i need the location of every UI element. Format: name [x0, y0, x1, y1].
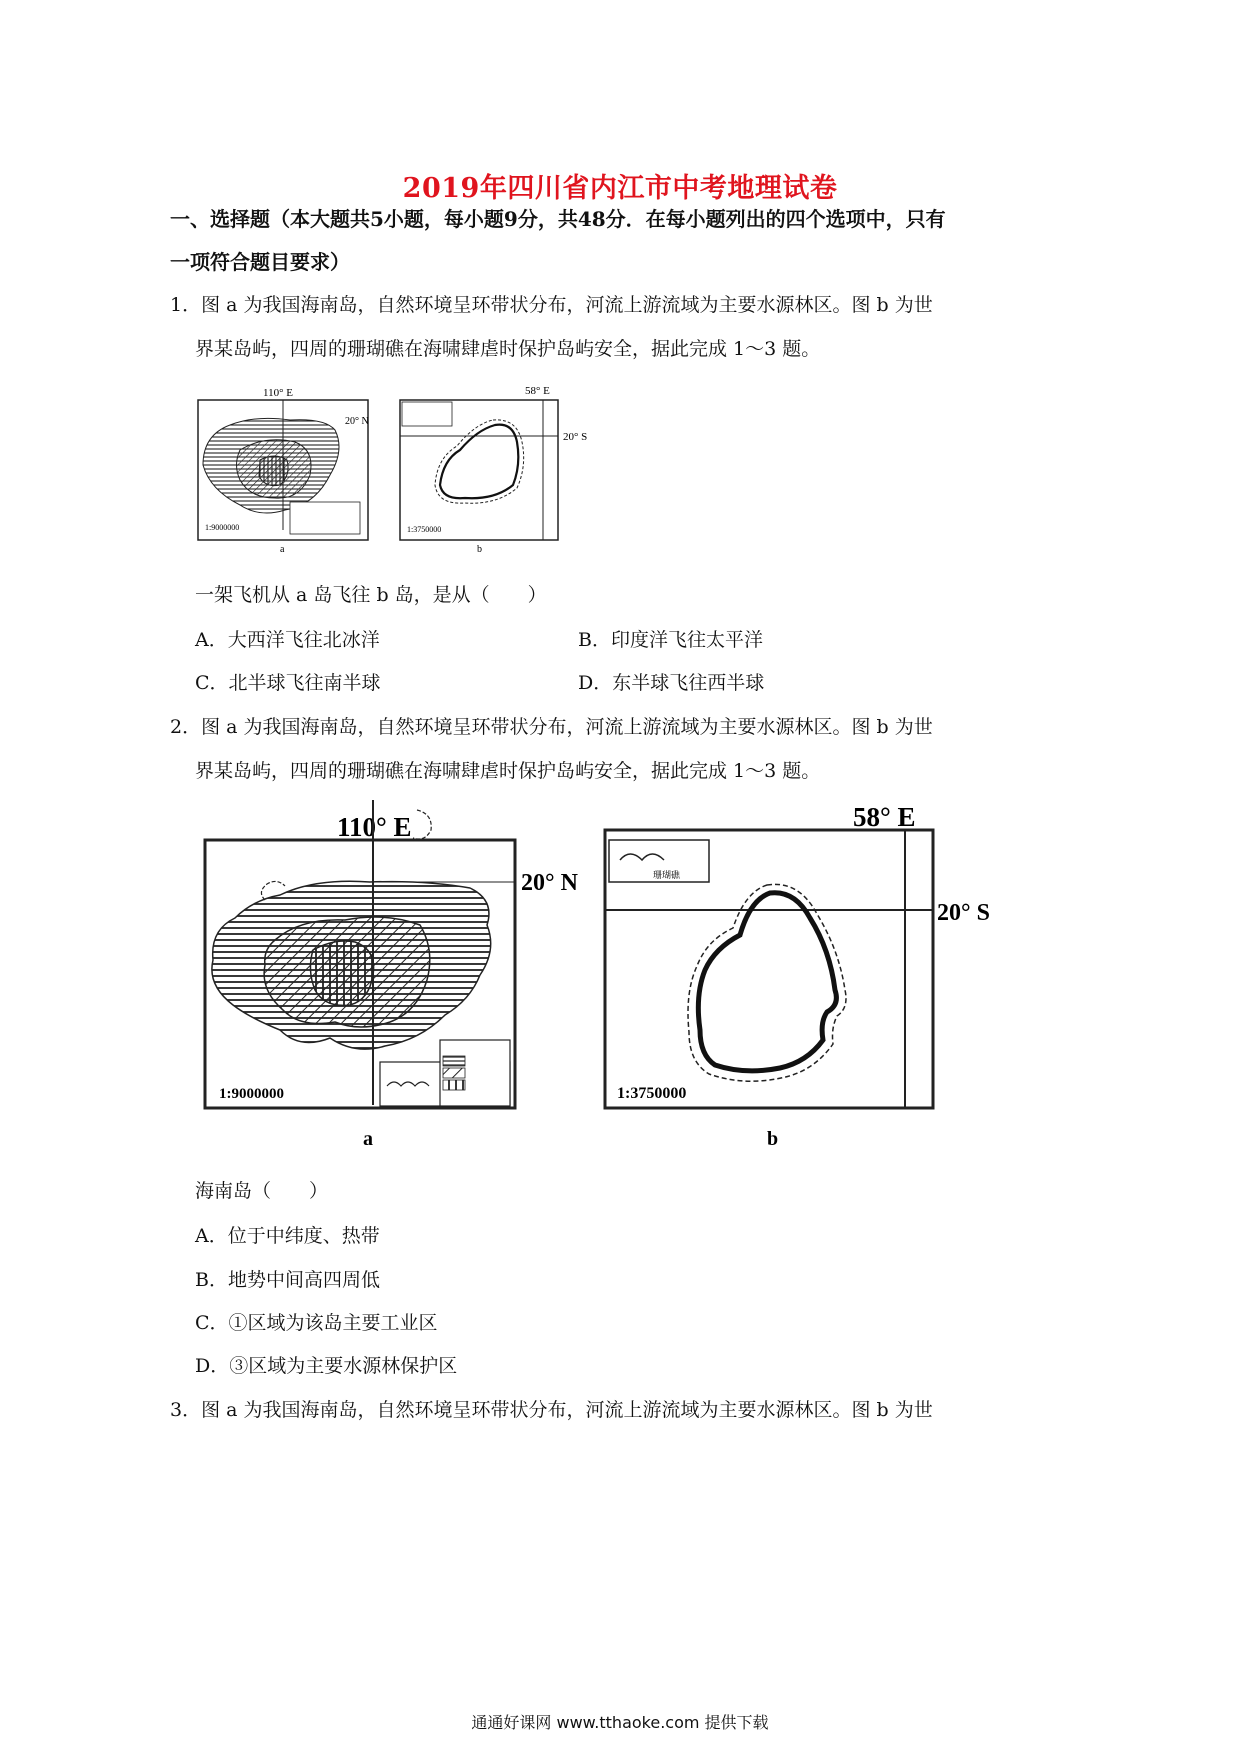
legend-reef-label: 珊瑚礁	[653, 870, 681, 880]
page-title: 2019年四川省内江市中考地理试卷	[402, 173, 838, 204]
q1-stem-line1: 1．图 a 为我国海南岛，自然环境呈环带状分布，河流上游流域为主要水源林区。图 b 为世	[170, 294, 933, 316]
map-a-lat-label: 20° N	[345, 416, 369, 427]
map-b-lat-label-large: 20° S	[937, 900, 990, 926]
map-a-caption: a	[280, 544, 285, 555]
q1-option-c[interactable]: C．北半球飞往南半球	[195, 672, 381, 694]
map-b-small	[400, 385, 587, 555]
figure-small	[195, 380, 605, 560]
map-b-caption-large: b	[767, 1128, 779, 1150]
map-a-scale-large: 1:9000000	[219, 1086, 284, 1102]
q1-stem-line2: 界某岛屿，四周的珊瑚礁在海啸肆虐时保护岛屿安全，据此完成 1～3 题。	[195, 338, 821, 360]
q2-option-b[interactable]: B．地势中间高四周低	[195, 1269, 380, 1291]
map-b-caption: b	[477, 544, 482, 555]
map-b-lat-label: 20° S	[563, 431, 588, 443]
footer: 通通好课网 www.tthaoke.com 提供下载	[471, 1713, 769, 1732]
q2-question: 海南岛（ ）	[195, 1180, 329, 1202]
map-a-lat-label-large: 20° N	[521, 870, 578, 896]
q2-option-c[interactable]: C．①区域为该岛主要工业区	[195, 1312, 438, 1334]
q2-stem-line2: 界某岛屿，四周的珊瑚礁在海啸肆虐时保护岛屿安全，据此完成 1～3 题。	[195, 760, 821, 782]
q1-question: 一架飞机从 a 岛飞往 b 岛，是从（ ）	[195, 584, 547, 606]
q1-option-b[interactable]: B．印度洋飞往太平洋	[578, 629, 763, 651]
figure-large	[195, 800, 1015, 1160]
map-b-lon-label-large: 58° E	[853, 802, 916, 832]
section-heading-line1: 一、选择题（本大题共5小题，每小题9分，共48分．在每小题列出的四个选项中，只有	[170, 207, 946, 231]
map-b-lon-label: 58° E	[525, 385, 550, 397]
map-b-scale-large: 1:3750000	[617, 1085, 687, 1102]
section-heading-line2: 一项符合题目要求）	[170, 250, 350, 274]
map-b-large	[605, 802, 990, 1150]
q3-stem-line1: 3．图 a 为我国海南岛，自然环境呈环带状分布，河流上游流域为主要水源林区。图 b 为世	[170, 1399, 933, 1421]
map-b-scale: 1:3750000	[407, 525, 442, 534]
q2-option-a[interactable]: A．位于中纬度、热带	[195, 1225, 380, 1247]
q1-option-d[interactable]: D．东半球飞往西半球	[578, 672, 765, 694]
q1-option-a[interactable]: A．大西洋飞往北冰洋	[195, 629, 380, 651]
map-a-caption-large: a	[363, 1128, 373, 1150]
q2-stem-line1: 2．图 a 为我国海南岛，自然环境呈环带状分布，河流上游流域为主要水源林区。图 b 为世	[170, 716, 933, 738]
map-a-lon-label-large: 110° E	[337, 812, 412, 842]
map-a-small	[198, 387, 369, 555]
map-a-lon-label: 110° E	[263, 387, 293, 399]
q2-option-d[interactable]: D．③区域为主要水源林保护区	[195, 1355, 458, 1377]
map-a-large	[205, 800, 579, 1150]
map-a-scale: 1:9000000	[205, 523, 240, 532]
